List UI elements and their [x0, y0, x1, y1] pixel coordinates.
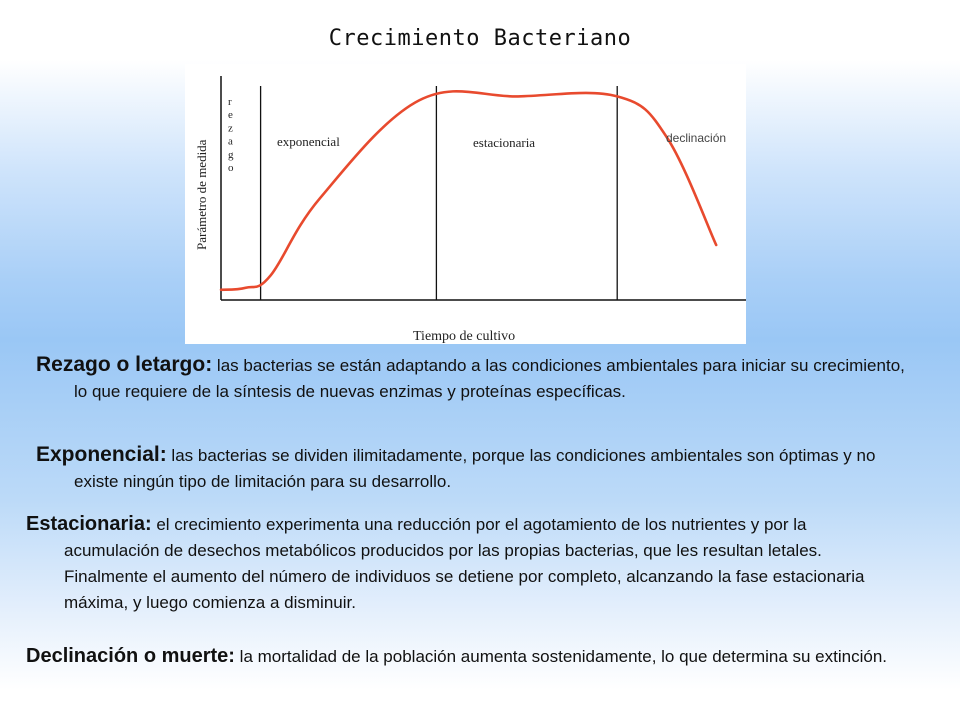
- page-title: Crecimiento Bacteriano: [328, 26, 632, 51]
- term-rezago: Rezago o letargo: [36, 353, 206, 376]
- phase-label-rezago-letter: e: [228, 109, 233, 122]
- phase-label-declinacion: declinación: [666, 131, 727, 145]
- paragraph-exponencial: [36, 442, 922, 495]
- phase-label-exponencial: exponencial: [277, 134, 340, 149]
- text-declinacion: la mortalidad de la población aumenta sostenidamente, lo que determina su extinción.: [234, 647, 888, 666]
- x-axis-label: Tiempo de cultivo: [413, 329, 516, 344]
- phase-label-rezago-letter: z: [228, 122, 233, 135]
- growth-curve: [221, 91, 716, 290]
- term-exponencial-sep: :: [159, 443, 167, 466]
- phase-label-rezago: [228, 96, 234, 174]
- phase-label-rezago-letter: a: [228, 135, 233, 148]
- term-declinacion: Declinación o muerte:: [26, 645, 235, 667]
- growth-chart: [185, 64, 746, 344]
- term-rezago-sep: :: [205, 353, 213, 376]
- phase-label-rezago-letter: r: [228, 96, 232, 108]
- paragraph-estacionaria: [26, 511, 894, 616]
- y-axis-label: Parámetro de medida: [194, 139, 209, 250]
- term-exponencial: Exponencial: [36, 443, 160, 466]
- text-rezago: las bacterias se están adaptando a las condiciones ambientales para iniciar su crecimiento, lo que requiere de la síntesis de nuevas enzimas y proteínas específicas.: [74, 356, 905, 401]
- paragraph-rezago: [36, 352, 910, 405]
- text-estacionaria: el crecimiento experimenta una reducción por el agotamiento de los nutrientes y por la acumulación de desechos metabólicos producidos por las propias bacterias, que les resultan letales. Finalmente el aumento del número de individuos se detiene por completo, alcanzando la fase estacionaria máxima, y luego comienza a disminuir.: [64, 515, 865, 612]
- text-exponencial: las bacterias se dividen ilimitadamente, porque las condiciones ambientales son óptimas y no existe ningún tipo de limitación para su desarrollo.: [74, 446, 876, 491]
- term-estacionaria-sep: :: [144, 513, 152, 535]
- growth-chart-svg: [185, 64, 746, 344]
- term-estacionaria: Estacionaria: [26, 513, 145, 535]
- phase-label-rezago-letter: g: [228, 148, 234, 161]
- phase-label-rezago-letter: o: [228, 162, 234, 174]
- phase-label-estacionaria: estacionaria: [473, 135, 536, 150]
- paragraph-declinacion: [26, 643, 914, 670]
